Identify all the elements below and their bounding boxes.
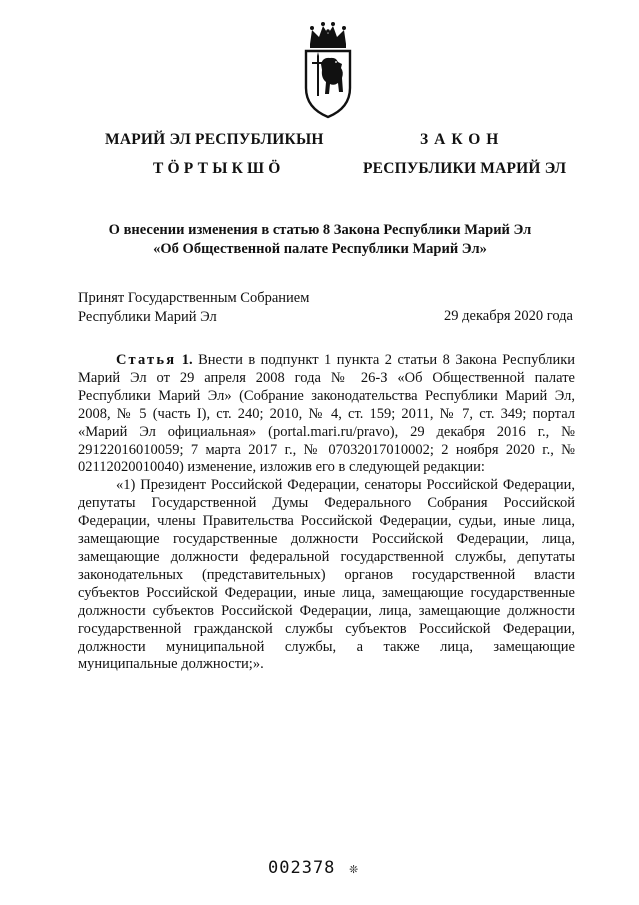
adoption-line1: Принят Государственным Собранием [78, 290, 310, 306]
article-label: Статья [116, 352, 177, 368]
serial-number: 002378 [268, 858, 336, 878]
mari-el-coat-of-arms-icon [300, 20, 356, 120]
law-title-line2: «Об Общественной палате Республики Марий Эл» [153, 241, 487, 257]
adoption-date: 29 декабря 2020 года [444, 308, 573, 324]
adoption-statement [78, 289, 309, 327]
header-marian-line2: ТӦРТЫКШӦ [153, 160, 285, 177]
law-title [60, 221, 580, 259]
header-marian-line1: МАРИЙ ЭЛ РЕСПУБЛИКЫН [105, 131, 324, 148]
article-paragraph [78, 352, 575, 477]
article-body [78, 352, 575, 674]
article-text: Внести в подпункт 1 пункта 2 статьи 8 Закона Республики Марий Эл от 29 апреля 2008 года № 26-З «Об Общественной палате Республики Марий Эл» (Собрание законодательства Республики Марий Эл, 2008, № 5 (часть I), ст. 240; 2010, № 4, ст. 159; 2011, № 7, ст. 349; портал «Марий Эл официальная» (portal.mari.ru/pravo), 29 декабря 2016 г., № 29122016010059; 7 марта 2017 г., № 07032017010002; 2 ноября 2020 г., № 02112020010040) изменение, изложив его в следующей редакции: [78, 352, 576, 476]
adoption-line2: Республики Марий Эл [78, 309, 217, 325]
article-number: 1. [181, 352, 193, 368]
article-quote: «1) Президент Российской Федерации, сенаторы Российской Федерации, депутаты Государственной Думы Федерального Собрания Российской Федерации, члены Правительства Российской Федерации, судьи, иные лица, замещающие государственные должности Российской Федерации, лица, замещающие должности федеральной государственной службы, депутаты законодательных (представительных) органов государственной власти субъектов Российской Федерации, иные лица, замещающие государственные должности субъектов Российской Федерации, лица, замещающие должности государственной гражданской службы субъектов Российской Федерации, должности муниципальной службы, а также лица, замещающие муниципальные должности;». [78, 477, 575, 673]
header-russian-line2: РЕСПУБЛИКИ МАРИЙ ЭЛ [363, 160, 567, 177]
serial-mark-icon: ❊ [349, 861, 358, 877]
document-serial [268, 858, 358, 878]
law-title-line1: О внесении изменения в статью 8 Закона Республики Марий Эл [108, 222, 532, 238]
header-russian-line1: ЗАКОН [420, 131, 505, 148]
